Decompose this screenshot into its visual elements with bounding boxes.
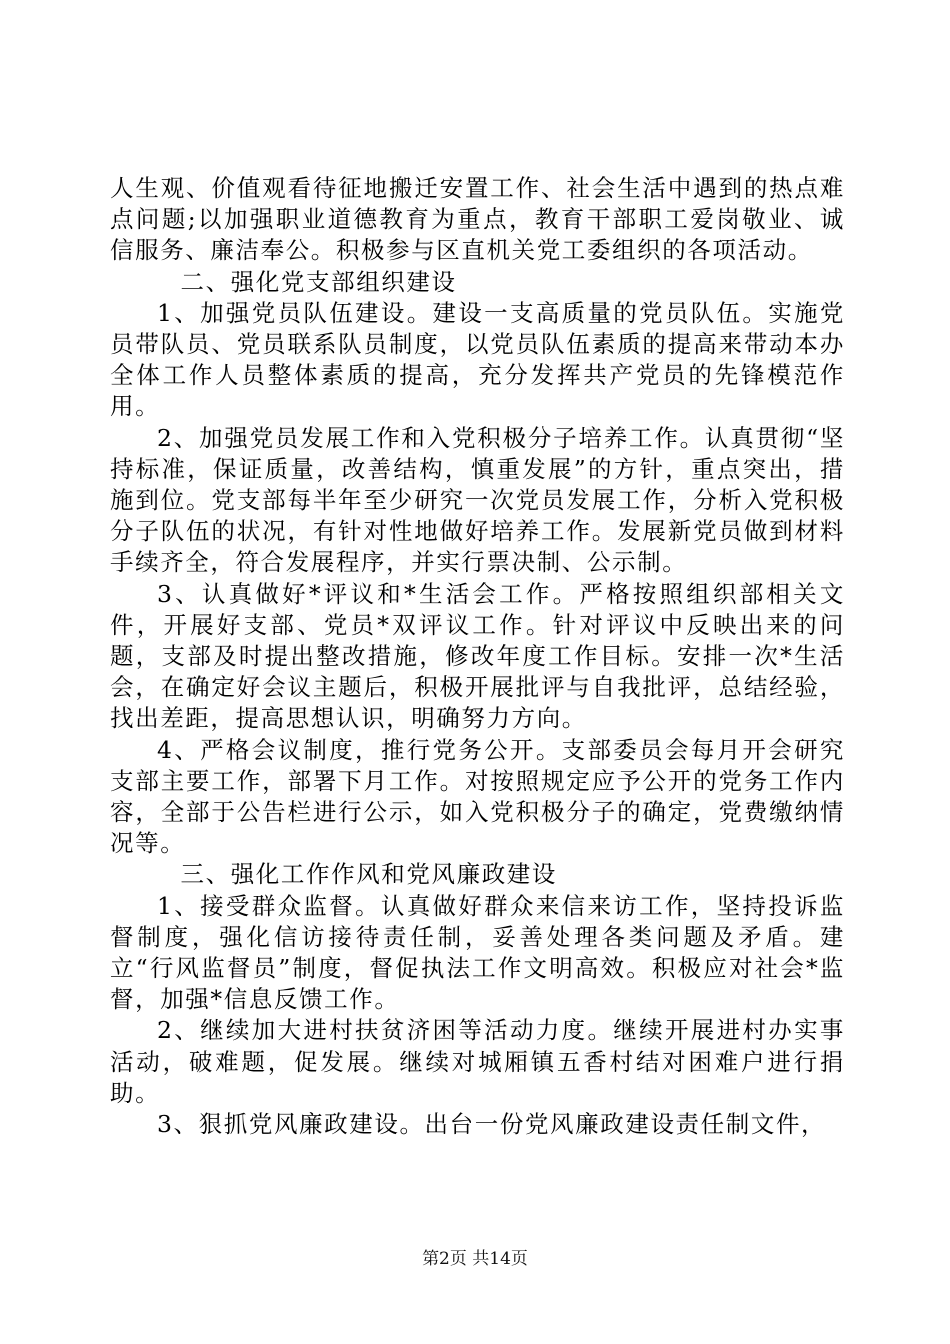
section-heading-2: 二、强化党支部组织建设 (180, 267, 457, 296)
section-heading-3: 三、强化工作作风和党风廉政建设 (180, 860, 557, 889)
paragraph-item: 3、认真做好*评议和*生活会工作。严格按照组织部相关文件，开展好支部、党员*双评议工作。针对评议中反映出来的问题，支部及时提出整改措施，修改年度工作目标。安排一次*生活会，在确定好会议主题后，积极开展批评与自我批评，总结经验，找出差距，提高思想认识，明确努力方向。 (110, 579, 845, 733)
document-body (110, 173, 845, 1140)
paragraph-item: 2、继续加大进村扶贫济困等活动力度。继续开展进村办实事活动，破难题，促发展。继续对城厢镇五香村结对困难户进行捐助。 (110, 1016, 845, 1107)
paragraph-continuation: 人生观、价值观看待征地搬迁安置工作、社会生活中遇到的热点难点问题;以加强职业道德教育为重点，教育干部职工爱岗敬业、诚信服务、廉洁奉公。积极参与区直机关党工委组织的各项活动。 (110, 174, 845, 265)
paragraph-item: 3、狠抓党风廉政建设。出台一份党风廉政建设责任制文件， (157, 1110, 827, 1139)
paragraph-item: 4、严格会议制度，推行党务公开。支部委员会每月开会研究支部主要工作，部署下月工作。对按照规定应予公开的党务工作内容，全部于公告栏进行公示，如入党积极分子的确定，党费缴纳情况等。 (110, 735, 845, 858)
paragraph-item: 2、加强党员发展工作和入党积极分子培养工作。认真贯彻“坚持标准，保证质量，改善结构，慎重发展”的方针，重点突出，措施到位。党支部每半年至少研究一次党员发展工作，分析入党积极分子队伍的状况，有针对性地做好培养工作。发展新党员做到材料手续齐全，符合发展程序，并实行票决制、公示制。 (110, 423, 845, 577)
page-number-footer: 第2页 共14页 (422, 1249, 528, 1269)
paragraph-item: 1、加强党员队伍建设。建设一支高质量的党员队伍。实施党员带队员、党员联系队员制度，以党员队伍素质的提高来带动本办全体工作人员整体素质的提高，充分发挥共产党员的先锋模范作用。 (110, 298, 845, 421)
paragraph-item: 1、接受群众监督。认真做好群众来信来访工作，坚持投诉监督制度，强化信访接待责任制，妥善处理各类问题及矛盾。建立“行风监督员”制度，督促执法工作文明高效。积极应对社会*监督，加强*信息反馈工作。 (110, 891, 845, 1014)
